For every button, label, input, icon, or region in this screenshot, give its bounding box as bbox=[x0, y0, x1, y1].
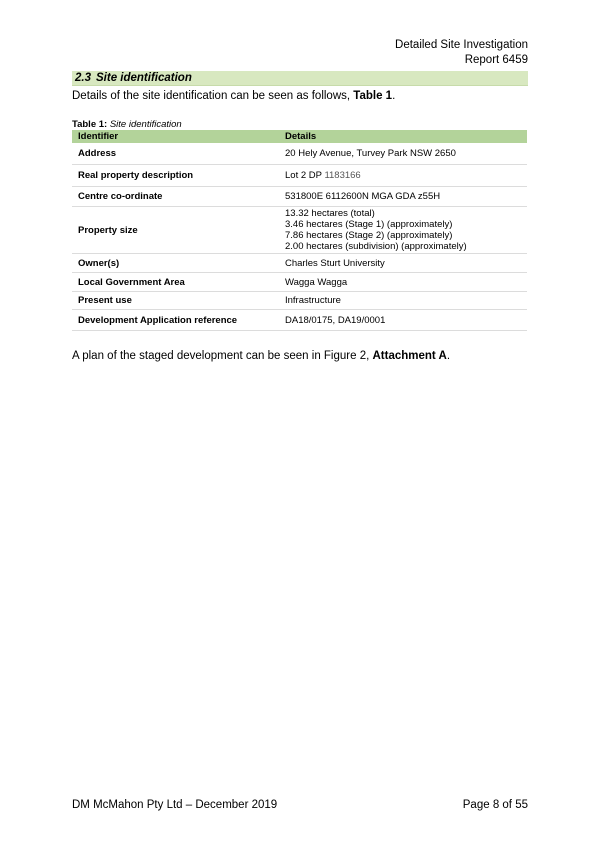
intro-text: Details of the site identification can be seen as follows, bbox=[72, 90, 354, 102]
plan-text: A plan of the staged development can be seen in Figure 2, bbox=[72, 350, 373, 362]
table-row bbox=[72, 310, 527, 331]
table-header-row bbox=[72, 130, 527, 143]
section-number: 2.3 bbox=[75, 72, 91, 84]
intro-table-ref: Table 1 bbox=[353, 90, 393, 102]
row-label: Local Government Area bbox=[72, 273, 279, 292]
plan-paragraph bbox=[72, 349, 450, 363]
caption-label: Table 1: bbox=[72, 119, 108, 130]
row-value-multiline bbox=[279, 207, 527, 254]
page-header bbox=[395, 38, 528, 68]
property-size-line: 3.46 hectares (Stage 1) (approximately) bbox=[285, 219, 453, 230]
row-value: 20 Hely Avenue, Turvey Park NSW 2650 bbox=[279, 143, 527, 165]
table-row bbox=[72, 292, 527, 310]
table-row bbox=[72, 143, 527, 165]
row-label: Real property description bbox=[72, 165, 279, 187]
row-label: Present use bbox=[72, 292, 279, 310]
header-title: Detailed Site Investigation bbox=[395, 39, 528, 51]
row-value: Charles Sturt University bbox=[279, 254, 527, 273]
header-identifier: Identifier bbox=[72, 130, 279, 143]
plan-end: . bbox=[446, 350, 451, 362]
section-heading bbox=[75, 71, 192, 85]
property-size-line: 7.86 hectares (Stage 2) (approximately) bbox=[285, 230, 453, 241]
table-row bbox=[72, 207, 527, 254]
intro-paragraph bbox=[72, 89, 395, 103]
header-report-number: Report 6459 bbox=[464, 54, 528, 66]
row-value: DA18/0175, DA19/0001 bbox=[279, 310, 527, 331]
row-label: Development Application reference bbox=[72, 310, 279, 331]
row-label: Centre co-ordinate bbox=[72, 187, 279, 207]
table-row bbox=[72, 187, 527, 207]
row-label: Owner(s) bbox=[72, 254, 279, 273]
row-value: Wagga Wagga bbox=[279, 273, 527, 292]
intro-end: . bbox=[392, 90, 396, 102]
row-value bbox=[279, 165, 527, 187]
property-size-line: 2.00 hectares (subdivision) (approximately) bbox=[285, 241, 467, 252]
table-row bbox=[72, 273, 527, 292]
caption-title: Site identification bbox=[109, 119, 182, 130]
site-identification-table bbox=[72, 130, 527, 331]
header-details: Details bbox=[279, 130, 527, 143]
lot-dp-prefix: Lot 2 DP bbox=[285, 170, 325, 181]
section-title: Site identification bbox=[96, 72, 192, 84]
plan-attachment-ref: Attachment A bbox=[372, 350, 447, 362]
section-heading-bar bbox=[72, 71, 528, 86]
table-caption bbox=[72, 119, 182, 130]
row-value: Infrastructure bbox=[279, 292, 527, 310]
table-row bbox=[72, 165, 527, 187]
row-value: 531800E 6112600N MGA GDA z55H bbox=[279, 187, 527, 207]
table-row bbox=[72, 254, 527, 273]
row-label: Property size bbox=[72, 207, 279, 254]
row-label: Address bbox=[72, 143, 279, 165]
property-size-line: 13.32 hectares (total) bbox=[285, 208, 375, 219]
footer-page-number: Page 8 of 55 bbox=[462, 799, 528, 811]
footer-company: DM McMahon Pty Ltd – December 2019 bbox=[72, 799, 278, 811]
dp-number: 1183166 bbox=[324, 170, 361, 181]
